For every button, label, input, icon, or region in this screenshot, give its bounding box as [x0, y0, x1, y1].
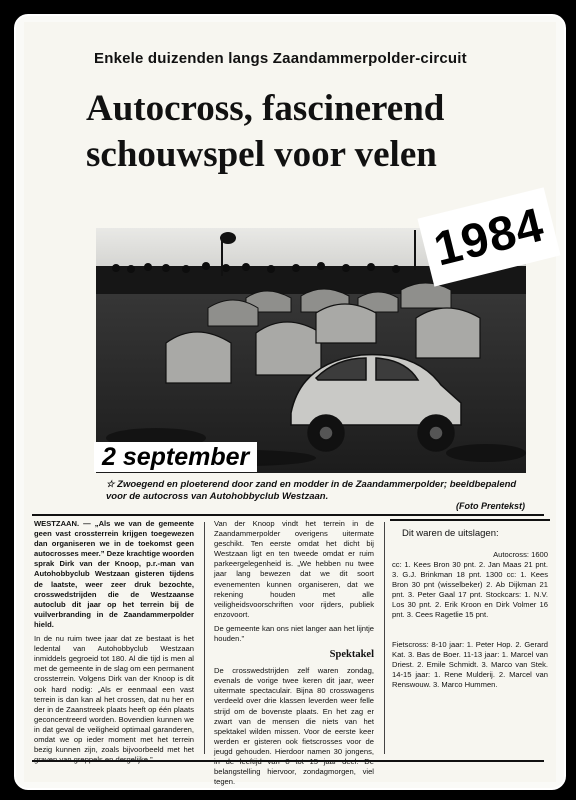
headline-line-1: Autocross, fascinerend — [86, 88, 445, 129]
date-band: 2 september — [94, 442, 257, 472]
article-subhead: Spektakel — [329, 649, 374, 661]
article-paragraph: In de nu ruim twee jaar dat ze bestaat is het ledental van Autohobbyclub Westzaan inmiddels gegroeid tot 180. Al die tijd is men al met de gemeente in de slag om een permanent crossterrein. Volgens Dirk van der Knoop is dit ook hard nodig: „Als er eenmaal een vast terrein is dan kan al het crossen, dat nu her en der in de Zaanstreek plaats heeft op één plaats geconcentreerd worden. Bovendien kunnen we in dat geval de veiligheid optimaal garanderen, omdat we op ieder moment met het terrein bezig kunnen zijn, zoals bijvoorbeeld met het — [34, 634, 194, 755]
results-top-rule — [390, 519, 550, 521]
article-paragraph: De gemeente kan ons niet langer aan het lijntje houden.” — [214, 623, 374, 644]
photo-caption: ☆ Zwoegend en ploeterend door zand en modder in de Zaandammerpolder; beeldbepalend voor de autocross van Autohobbyclub Westzaan. — [106, 479, 517, 502]
results-fietscross-text: Fietscross: 8-10 jaar: 1. Peter Hop. 2. Gerard Kat. 3. Bas de Boer. 11-13 jaar: 1. Marcel van Driest. 2. Emile Schmidt. 3. Marco van Stek. 14-15 jaar: 1. Rene Mulderij. 2. Marcel van Renswouw. 3. Marco Hummen. — [392, 640, 548, 689]
main-headline — [86, 86, 526, 179]
photo-frame — [14, 14, 566, 790]
article-column-2 — [214, 519, 374, 790]
year-overlay: 1984 — [417, 187, 560, 286]
column-divider — [204, 522, 205, 754]
article-paragraph: Van der Knoop vindt het terrein in de Zaandammerpolder overigens uitermate geschikt. Ten eerste omdat het dicht bij Westzaan ligt en ten tweede omdat er ruim parkeergelegenheid is. „We hebben nu twee jaar lang bewezen dat we dit soort evenementen kunnen organiseren, dat we rekening houden met alle veiligheidsvoorschriften voor rijders, publiek enzovoort. — [214, 519, 374, 619]
results-box — [392, 550, 548, 690]
article-column-1 — [34, 519, 194, 769]
kicker-headline: Enkele duizenden langs Zaandammerpolder-circuit — [94, 50, 467, 67]
bottom-rule — [32, 760, 544, 762]
headline-line-2: schouwspel voor velen — [86, 134, 437, 176]
article-lead-paragraph: WESTZAAN. — „Als we van de gemeente geen vast crossterrein krijgen toegewezen dan organiseren we in de toekomst geen autocrosses meer.” Deze krachtige woorden sprak Dirk van der Knoop, p.r.-man van Autohobbyclub Westzaan gisteren tijdens de laatste, weer zeer druk bezochte, crosswedstrijden die de Westzaanse autoclub dit jaar op het terrein bij de vuilverbranding in de Zaandammerpolder hield. — [34, 519, 194, 629]
article-paragraph: De crosswedstrijden zelf waren zondag, evenals de vorige twee keren dit jaar, weer uitermate spectaculair. Bijna 80 crosswagens verdeeld over drie klassen leverden weer felle strijd om de bovenste plaats. En het zag er zwart van de mensen die niets van het spektakel wilden missen. Voor de eerste keer werden er gisteren ook fietscrosses voor de jeugd gehouden. Hierdoor namen 30 jongens, belangstelling hiervoor, zondagmorgen, viel tegen. — [214, 666, 374, 787]
photo-credit: (Foto Prentekst) — [456, 501, 526, 511]
separator-rule — [32, 514, 544, 516]
results-title: Dit waren de uitslagen: — [402, 528, 499, 539]
results-autocross-text: cc: 1. Kees Bron 30 pnt. 2. Jan Maas 21 pnt. 3. G.J. Brinkman 18 pnt. 1300 cc: 1. Kees Bron 30 pnt (wisselbeker) 2. Ab Dijkman 21 pnt. 3. Peter Gaal 17 pnt. Stockcars: 1. N.V. Los 30 pnt. 2. Erik Kroon en Dirk Volmer 16 pnt. 3. Cees Ragetlie 15 pnt. — [392, 560, 548, 619]
column-divider — [384, 522, 385, 754]
newspaper-clipping — [24, 22, 556, 787]
results-autocross-label: Autocross: 1600 — [493, 550, 548, 559]
